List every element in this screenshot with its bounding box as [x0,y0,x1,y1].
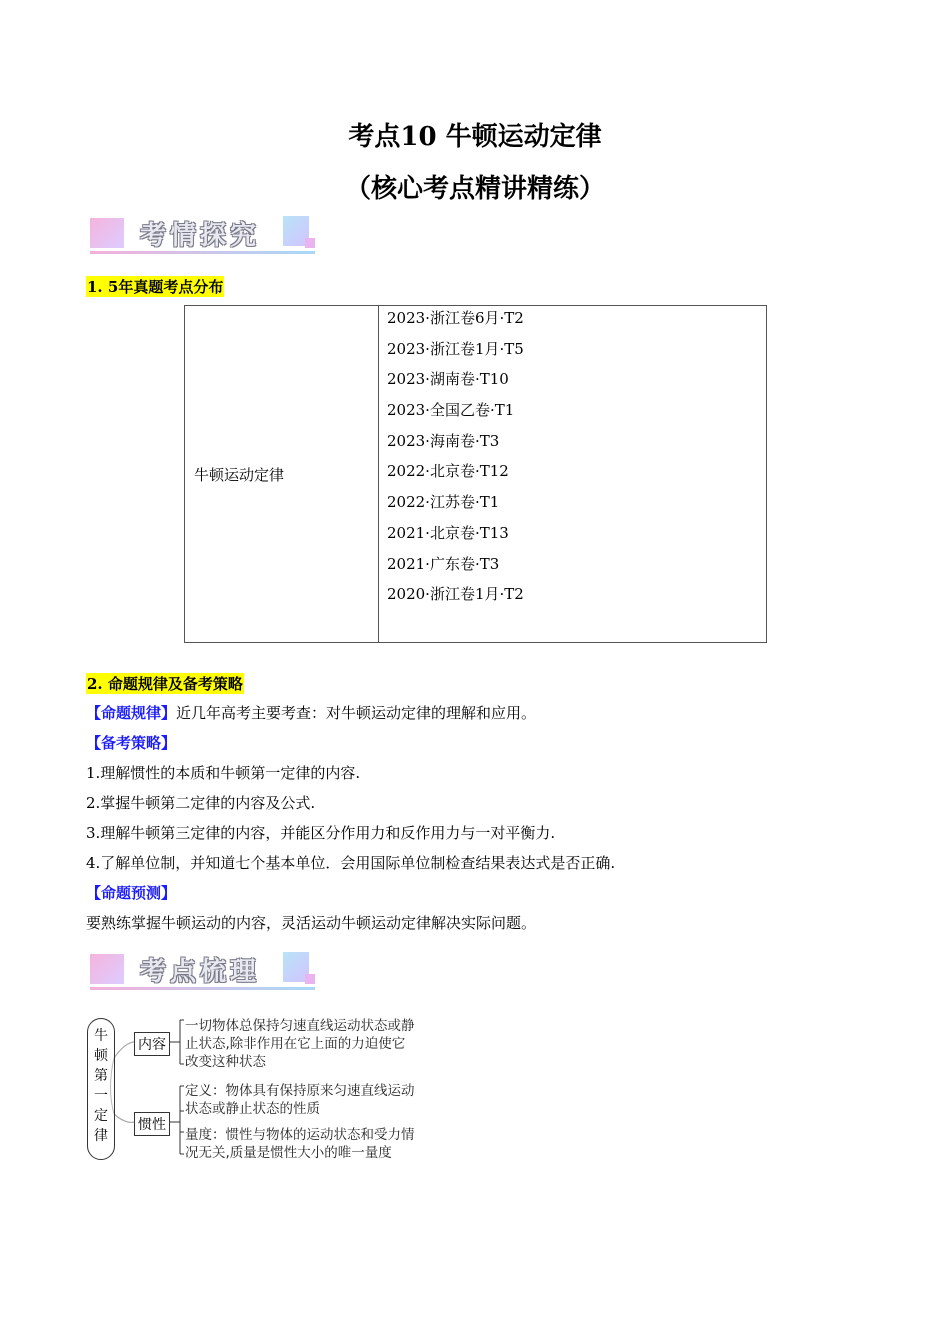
table-items-cell [379,306,767,643]
text-line: 定义：物体具有保持原来匀速直线运动 [185,1083,415,1099]
mindmap-node-inertia: 惯性 [134,1112,170,1136]
strategy-item: 4.了解单位制，并知道七个基本单位．会用国际单位制检查结果表达式是否正确. [86,854,616,872]
forecast-label: 【命题预测】 [86,884,177,902]
strategy-item: 1.理解惯性的本质和牛顿第一定律的内容. [86,764,361,782]
page-subtitle: （核心考点精讲精练） [344,174,605,204]
mindmap-content-text [185,1017,415,1071]
list-item: 2023·浙江卷1月·T5 [387,339,524,358]
mindmap-newton-first-law [85,1014,435,1164]
list-item: 2023·浙江卷6月·T2 [387,309,524,327]
list-item: 2022·北京卷·T12 [387,462,509,481]
table-category-cell: 牛顿运动定律 [185,306,379,643]
text-line: 量度：惯性与物体的运动状态和受力情 [185,1127,415,1143]
section-heading-distribution: 1. 5年真题考点分布 [87,278,224,296]
mindmap-root-label: 牛顿第一定律 [94,1028,108,1144]
rule-paragraph [86,702,536,724]
mindmap-measure-text [185,1126,415,1162]
mindmap-node-content: 内容 [134,1032,170,1056]
rule-text: 近几年高考主要考查：对牛顿运动定律的理解和应用。 [176,704,537,722]
banner-text: 考情探究 [140,221,261,251]
list-item: 2021·北京卷·T13 [387,523,509,542]
rule-label: 【命题规律】 [86,704,177,722]
section-banner-key-points [90,950,315,992]
mindmap-definition-text [185,1082,415,1118]
page-title: 考点10 牛顿运动定律 [348,122,602,152]
section-banner-exam-analysis [90,214,315,256]
strategy-label: 【备考策略】 [86,734,177,752]
strategy-item: 2.掌握牛顿第二定律的内容及公式. [86,794,316,812]
exam-distribution-table [184,305,767,643]
list-item: 2023·全国乙卷·T1 [387,401,515,420]
text-line: 改变这种状态 [185,1054,266,1070]
strategy-item: 3.理解牛顿第三定律的内容，并能区分作用力和反作用力与一对平衡力. [86,824,556,842]
text-line: 况无关,质量是惯性大小的唯一量度 [185,1145,392,1161]
list-item: 2021·广东卷·T3 [387,554,500,573]
list-item: 2020·浙江卷1月·T2 [387,585,524,604]
section-heading-strategy: 2. 命题规律及备考策略 [87,675,243,693]
banner-text: 考点梳理 [140,957,261,987]
list-item: 2022·江苏卷·T1 [387,493,500,512]
text-line: 状态或静止状态的性质 [185,1101,320,1117]
forecast-text: 要熟练掌握牛顿运动的内容，灵活运动牛顿运动定律解决实际问题。 [86,914,537,932]
list-item: 2023·湖南卷·T10 [387,370,509,389]
text-line: 一切物体总保持匀速直线运动状态或静 [185,1018,415,1034]
text-line: 止状态,除非作用在它上面的力迫使它 [185,1036,406,1052]
list-item: 2023·海南卷·T3 [387,431,500,450]
